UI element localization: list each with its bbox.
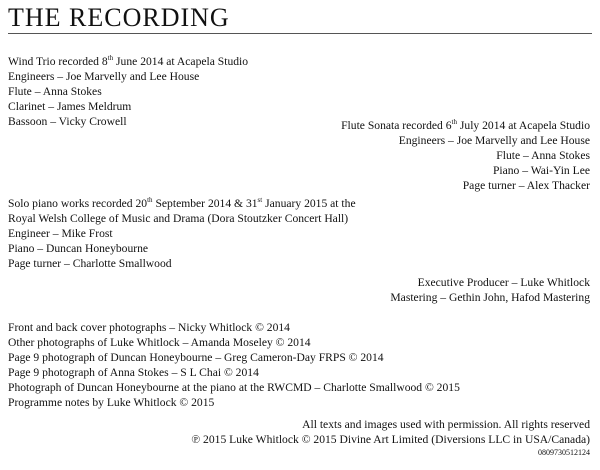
flute-sonata-heading: Flute Sonata recorded 6th July 2014 at Acapela Studio — [341, 118, 590, 132]
credit-line: Page 9 photograph of Duncan Honeybourne – Greg Cameron-Day FRPS © 2014 — [8, 351, 384, 364]
credit-line: Page 9 photograph of Anna Stokes – S L Chai © 2014 — [8, 366, 259, 379]
credit-line: Bassoon – Vicky Crowell — [8, 115, 127, 128]
credit-line: Programme notes by Luke Whitlock © 2015 — [8, 396, 215, 409]
credit-line: Page turner – Charlotte Smallwood — [8, 257, 172, 270]
copyright-line: ℗ 2015 Luke Whitlock © 2015 Divine Art Limited (Diversions LLC in USA/Canada) — [191, 433, 590, 446]
flute-sonata-credits — [341, 118, 590, 193]
credit-line: Royal Welsh College of Music and Drama (Dora Stoutzker Concert Hall) — [8, 212, 349, 225]
credit-line: Photograph of Duncan Honeybourne at the piano at the RWCMD – Charlotte Smallwood © 2015 — [8, 381, 460, 394]
credit-line: Engineers – Joe Marvelly and Lee House — [398, 134, 590, 147]
legal-notice — [191, 417, 590, 458]
credit-line: Piano – Duncan Honeybourne — [8, 242, 149, 255]
credit-line: Front and back cover photographs – Nicky Whitlock © 2014 — [8, 321, 290, 334]
credit-line: Engineer – Mike Frost — [8, 227, 113, 240]
credit-line: Other photographs of Luke Whitlock – Amanda Moseley © 2014 — [8, 336, 311, 349]
title-divider — [8, 33, 592, 34]
rights-line: All texts and images used with permission. All rights reserved — [302, 418, 590, 431]
credit-line: Flute – Anna Stokes — [496, 149, 590, 162]
solo-piano-credits — [8, 196, 356, 271]
credit-line: Piano – Wai-Yin Lee — [492, 164, 590, 177]
credit-line: Mastering – Gethin John, Hafod Mastering — [390, 291, 590, 304]
credit-line: Executive Producer – Luke Whitlock — [417, 276, 590, 289]
credit-line: Page turner – Alex Thacker — [462, 179, 590, 192]
photo-credits — [8, 320, 460, 410]
wind-trio-credits — [8, 54, 248, 129]
solo-piano-heading: Solo piano works recorded 20th September 2014 & 31st January 2015 at the — [8, 196, 356, 210]
wind-trio-heading: Wind Trio recorded 8th June 2014 at Acapela Studio — [8, 54, 249, 68]
catalogue-number: 0809730512124 — [538, 448, 590, 457]
credit-line: Engineers – Joe Marvelly and Lee House — [8, 70, 200, 83]
page-title: THE RECORDING — [8, 3, 230, 32]
production-credits — [390, 275, 590, 305]
credit-line: Flute – Anna Stokes — [8, 85, 102, 98]
credit-line: Clarinet – James Meldrum — [8, 100, 132, 113]
